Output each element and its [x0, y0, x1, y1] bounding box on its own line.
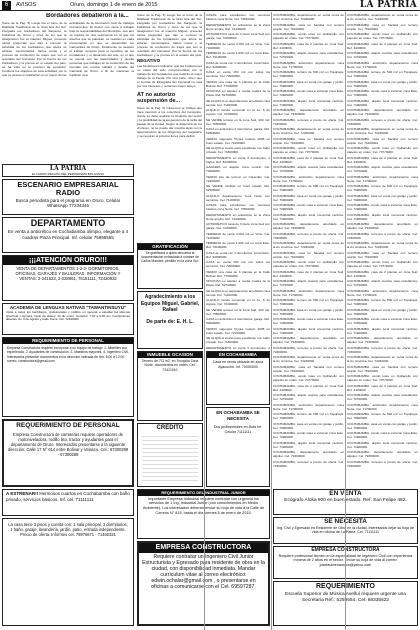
classified-entry: SE ALQUILA un departamento amoblado zona central. Cel. 71400000. [206, 98, 270, 107]
classified-entry: COCHABAMBA, casa en Sacaba con terreno amplio. Cel. 79100000. [347, 364, 418, 373]
classified-entry: COCHABAMBA, departamento amoblado en alquiler. Cel. 79300000. [273, 222, 344, 230]
classified-entry: CASA de venta con 3 dormitorios, zona Norte. Ref. 52800000. [206, 60, 270, 69]
classified-entry: COCHABAMBA, alquilo cuartos para estudiantes. Cel. 72700000. [347, 51, 418, 59]
classified-entry: COCHABAMBA, terreno de 500 m2 en Tiquipaya. Cel. 79900000. [273, 184, 344, 192]
classified-entry: COCHABAMBA, alquilo local comercial céntrico. Cel. 71900000. [273, 212, 344, 221]
page-number: 6 [2, 1, 11, 10]
estrenar-body: Hermosos cuartos en Cochabamba con baño privado, servicios básicos. Inf. cel. 71111111 [6, 491, 130, 502]
classified-entry: COCHABAMBA, departamento amoblado en alquiler. Cel. 79300000. [347, 222, 418, 230]
ad-a-estrenar [2, 489, 134, 516]
venta-title: EN VENTA [329, 490, 362, 497]
classified-entry: COCHABAMBA, casa en venta con garaje y jardín. Cel. 76900000. [273, 421, 344, 430]
classified-entry: DEPARTAMENTO en anticrético en la Zona Norte amplio. Ref. 72440000. [206, 22, 270, 31]
classified-entry: COCHABAMBA, vendo casa a estrenar zona Este. Cel. 72900000. [347, 203, 418, 211]
requer3-body: Importante Empresa Industrial requiere contratar con urgencia los servicios de 1 Ing. Industrial Junior (con conocimientos en Medio Ambiente). Los interesados deberán enviar su hoja de vida a la Calle de Correos N° 815, hasta el día viernes 6 de enero de 2015. [142, 496, 265, 515]
section-label: AVISOS [16, 2, 37, 8]
estrenar-title: A ESTRENAR!! [6, 491, 39, 496]
classified-entry: COCHABAMBA, casa de 2 plantas en zona Sud. Ref. 4400000. [347, 41, 418, 50]
classified-entry: COCHABAMBA, casa de 2 plantas en zona Sud. Ref. 4400000. [273, 269, 344, 278]
classified-entry: COCHABAMBA, alquilo local comercial céntrico. Cel. 71900000. [347, 212, 418, 221]
classified-entry: DEPARTAMENTO en venta 3 dormitorios, 2 [206, 345, 270, 349]
classified-entry: COCHABAMBA, vendo casa a estrenar zona Este. Cel. 72900000. [347, 431, 418, 439]
classified-entry: COCHABAMBA, terreno de 500 m2 en Tiquipaya. Cel. 79900000. [347, 412, 418, 420]
classified-entry: COCHABAMBA, departamento en venta cerca de la Av. América. Cel. 72230000. [273, 127, 344, 135]
classified-entry: COCHABAMBA, departamento en venta cerca de la Av. América. Cel. 72230000. [347, 13, 418, 21]
classified-entry: TERRENO de venta 3.000 m2 en Vinto. Cel. 71000000. [206, 41, 270, 50]
classified-entry: ANTICRÉTICO casa de 3 pisos zona Sud con garaje. Cel. 72000000. [206, 32, 270, 40]
classified-entry: COCHABAMBA, casa en venta con garaje y jardín. Cel. 76900000. [347, 193, 418, 202]
inmueble-title: INMUEBLE OCASION [138, 352, 202, 358]
classified-entry: VENDO vagoneta Toyota modelo 2008 en buen estado. Cel. 72100000. [206, 326, 270, 335]
classifieds-col-b [273, 13, 344, 487]
depto-title: DEPARTAMENTO [30, 218, 106, 228]
classified-entry: SE ALQUILA cuarto para estudiante con baño privado. Cel. 71800000. [206, 146, 270, 154]
classified-entry: ALQUILO tienda comercial en la Av. 6 de Agosto. Cel. 72300000. [206, 108, 270, 116]
classified-entry: COCHABAMBA, terreno de 500 m2 en Tiquipaya. Cel. 79900000. [273, 70, 344, 78]
classified-entry: OFICINAS en alquiler a media cuadra de la Plaza. Ref. 52700000. [206, 279, 270, 287]
classified-entry: COCHABAMBA, vendo casa a estrenar zona Este. Cel. 72900000. [273, 89, 344, 97]
classified-entry: VENDO una casa de 3 plantas en la Calle Bolívar. Ref. 77000000. [206, 269, 270, 278]
pasa-title: EN OCHABAMBA SE NECESITA [216, 410, 260, 421]
classified-entry: TERRENO de venta 1.000 m2 en zona Este. Ref. 76100000. [206, 241, 270, 249]
classified-entry: COCHABAMBA, terrenos a precio de oferta. Cel. 70300000. [347, 459, 418, 468]
classified-entry: ALQUILO departamento zona Norte con servicios. Cel. 71100000. [206, 193, 270, 202]
classified-entry: COCHABAMBA, casa en Sacaba con terreno amplio. Cel. 79100000. [273, 136, 344, 145]
requerimiento-body: Escuela Superior de Música Avelluí requiere urgente una Secretaria Ref.: 5259554. Cel. 68335622 [285, 592, 406, 603]
classified-entry: COCHABAMBA, terrenos a precio de oferta. Cel. 70300000. [347, 231, 418, 240]
article-continuation-text: Viene de la Pag. 5) Luego fue el turno de la Diablada Tradicional de la Gran Era del Sur, integrada por bordadores del Sargento, la Folklórica de Oruro y otros de los que la designación fue al maestro Miguel, presentó varias preguntas que dan a conocer la actividad de los bordadores que ahora se aclaran, mencionados. Varios cosas y el proceso de confección de trajes que son el resultado del Carnaval. Por la fuerza de los bordadores y la prensa en el estado del país, [137, 13, 202, 57]
classified-entry: VENDO vagoneta Toyota modelo 2008 en buen estado. Cel. 72100000. [206, 136, 270, 145]
classified-entry: COCHABAMBA, terreno de 500 m2 en Tiquipaya. Cel. 79900000. [347, 70, 418, 78]
classified-entry: COCHABAMBA, terreno de 500 m2 en Tiquipaya. Cel. 79900000. [273, 412, 344, 420]
classified-entry: TERRENO de venta 1.000 m2 en zona Este. Ref. 76100000. [206, 51, 270, 59]
classified-entry: COCHABAMBA, alquilo local comercial céntrico. Cel. 71900000. [347, 326, 418, 335]
classified-entry: CASAS para estudiantes con servicios básicos zona Norte. Cel. 73810000. [206, 13, 270, 21]
classified-entry: COCHABAMBA, vendo lotes en Quillacollo con papeles en orden. Cel. 70770000. [347, 146, 418, 154]
classified-entry: COCHABAMBA, vendo lotes en Quillacollo con papeles en orden. Cel. 70770000. [273, 260, 344, 268]
classified-entry: COCHABAMBA, vendo casa a estrenar zona Este. Cel. 72900000. [347, 317, 418, 325]
classified-entry: COCHABAMBA, vendo casa a estrenar zona Este. Cel. 72900000. [273, 317, 344, 325]
escenario-title: ESCENARIO EMPRESARIAL RADIO [17, 180, 119, 197]
classified-entry: COCHABAMBA, departamento en venta cerca de la Av. América. Cel. 72230000. [273, 13, 344, 21]
classified-entry: ALQUILO tienda comercial en la Av. 6 de Agosto. Cel. 72300000. [206, 298, 270, 306]
ad-requerimiento-operadores [2, 419, 134, 487]
classified-entry: COCHABAMBA, terrenos a precio de oferta. Cel. 70300000. [273, 345, 344, 354]
classified-entry: COCHABAMBA, terrenos a precio de oferta. Cel. 70300000. [273, 117, 344, 126]
venta-body: Ecógrafo Aloka 900 en buen estado. Ref. San Felipe 482. [284, 498, 407, 503]
classified-entry: COCHABAMBA, anticrético departamento zona Norte. Cel. 71700000. [347, 174, 418, 183]
classified-entry: ANTICRÉTICO casa de 3 pisos zona Sud con garaje. Cel. 72000000. [206, 222, 270, 230]
classified-entry: COCHABAMBA, anticrético departamento zona Norte. Cel. 71700000. [273, 60, 344, 69]
classified-entry: COCHABAMBA, anticrético departamento zona Norte. Cel. 71700000. [273, 174, 344, 183]
article-body: Viene de la Pag. 5) Luego fue el turno de la Diablada Tradicional de la Gran Era del Sur, integrada por bordadores del Sargento, la Folklórica de Oruro y otros de los que la designación fue al maestro Miguel, presentó varias preguntas que dan a conocer la actividad de los bordadores que ahora se aclaran, mencionados. Varios cosas y el proceso de confección de trajes que son el resultado del Carnaval. Por la fuerza de los bordadores y la prensa en el estado del país, se ha visto en la posición de vendedor. Contiene los objetivos de esta actividad, por lo que se desea su realización en el marco de las actividades de la Asociación Civil de trabajos permanentes. El doctor nos viene a trabajar bajo la responsabilidad del Municipio, que aún se implica en una vestimenta en la que los diseños que se plantean, se realizan en cada presentación en que se desarrollan los Carnavales de Oruro. Finalmente se destacó el trabajo conjunto para el beneficio de los bordadores y el desarrollo del arte, en el que se cuenta con las fraternidades y demás personas que trabajan en la confección de las prendas con mucha calidad y detalle del Carnaval de Oruro, a fin de mantener la tradición viva. [2, 21, 134, 77]
ad-departamento [2, 217, 134, 253]
classified-entry: COCHABAMBA, terrenos a precio de oferta. Cel. 70300000. [347, 117, 418, 126]
academia-title: ACADEMIA DE LENGUAS NATIVAS "TAWANTINSUYU" [9, 305, 127, 310]
classified-entry: COCHABAMBA, anticrético departamento zona Norte. Cel. 71700000. [347, 402, 418, 411]
senecesita-title: SE NECESITA [324, 518, 367, 525]
ad-escenario-radio [2, 179, 134, 215]
escenario-body: Busca periodista para el programa en Oruro. Celular WhatsApp 77234345 [15, 198, 121, 208]
depto-body: En venta a anticrético en Cochabamba olimpio, elegante a 4 cuadras Plaza Principal. Inf. celular 75995555 [7, 229, 129, 240]
requer2-body: Empresa Constructora de carreteras requiere operadores de motoniveladora, rodillo liso, tractor y ayudantes para el departamento de Oruro. Interesados presentarse a la siguiente dirección: Calle 17 N° 614 entre Bolívar y Velasco. Cel.: 67300299 - 67300288 [7, 431, 129, 457]
classified-entry: DEPARTAMENTO en anticrético en la Zona Norte amplio. Ref. 72440000. [206, 212, 270, 221]
issue-date: Oruro, domingo 1 de enero de 2015 [70, 2, 158, 8]
classified-entry: SE ALQUILA cuarto para estudiante con baño privado. Cel. 71800000. [206, 336, 270, 344]
gratif-body: Se gratificará a quien devuelva la documentación extraviada a nombre de Carlos Mamani, perdido en la zona Sur. [141, 251, 199, 264]
requer-title: REQUERIMIENTO DE PERSONAL [3, 338, 133, 344]
classified-entry: COCHABAMBA, terreno de 500 m2 en Tiquipaya. Cel. 79900000. [347, 184, 418, 192]
classified-entry: COCHABAMBA, alquilo local comercial céntrico. Cel. 71900000. [347, 98, 418, 107]
classified-entry: COCHABAMBA, casa en Sacaba con terreno amplio. Cel. 79100000. [273, 364, 344, 373]
atencion-body: VENTA DE DEPARTAMENTOS 1-2-3- DORMITORIOS. OFICINAS, GARAJES Y BAULERAS. INFORMACIÓN Y VENTAS: 2-241523, 2-228961, 76151111, 72420932 [15, 266, 121, 282]
classified-entry: CASA de venta con 3 dormitorios, zona Norte. Ref. 52800000. [206, 250, 270, 259]
classified-entry: COCHABAMBA, casa en venta con garaje y jardín. Cel. 76900000. [273, 79, 344, 88]
ad-requerimiento-personal [2, 337, 134, 417]
ad-agradecimiento [137, 291, 203, 349]
classified-entry: COCHABAMBA, casa de 2 plantas en zona Sud. Ref. 4400000. [273, 41, 344, 50]
ad-inmueble-ocasion [137, 351, 203, 421]
classified-entry: COCHABAMBA, alquilo cuartos para estudiantes. Cel. 72700000. [347, 393, 418, 401]
credito-title: CRÉDITO [156, 425, 184, 431]
subhead-suspension: AT no autorizo suspensión de... [137, 92, 181, 104]
ad-credito [137, 423, 203, 487]
article-continuation [137, 13, 202, 163]
classified-entry: COCHABAMBA, casa de 2 plantas en zona Sud. Ref. 4400000. [347, 269, 418, 278]
classified-entry: COCHABAMBA, vendo casa a estrenar zona Este. Cel. 72900000. [273, 431, 344, 439]
classified-entry: COCHABAMBA, anticrético departamento zona Norte. Cel. 71700000. [273, 288, 344, 297]
subhead-negativo: NEGATIVO [137, 58, 161, 63]
requer3-title: REQUERIMIENTO DEL INDUSTRIAL JUNIOR [138, 490, 269, 496]
classified-entry: COCHABAMBA, terrenos a precio de oferta. Cel. 70300000. [347, 345, 418, 354]
classified-entry: COCHABAMBA, vendo lotes en Quillacollo con papeles en orden. Cel. 70770000. [347, 32, 418, 40]
classified-entry: COCHABAMBA, casa en venta con garaje y jardín. Cel. 76900000. [347, 421, 418, 430]
empresa-title: EMPRESA CONSTRUCTORA [139, 543, 268, 553]
classified-entry: COCHABAMBA, departamento en venta cerca de la Av. América. Cel. 72230000. [273, 241, 344, 249]
classified-entry: COCHABAMBA, terrenos a precio de oferta. Cel. 70300000. [273, 231, 344, 240]
classified-entry: VENDO lote de terreno en Caracollo. Cel. 72200000. [206, 174, 270, 183]
classified-entry: COCHABAMBA, casa de 2 plantas en zona Sud. Ref. 4400000. [273, 383, 344, 392]
subhead-negativo-text: Las fundaciones indicaron que las instituciones no están del todo comprometidas con el trabajo de los bordadores que realizan el mejor trabajo de la Fiesta. Por otra parte, dicen que el Comité de Etnografía del Carnaval no vela por sus intereses y reclaman mayor apoyo. [137, 64, 202, 88]
classified-entry: COCHABAMBA, casa en Sacaba con terreno amplio. Cel. 79100000. [347, 22, 418, 31]
classified-entry: COCHABAMBA, departamento amoblado en alquiler. Cel. 79300000. [347, 108, 418, 116]
classified-entry: VENDO una casa de 3 plantas en la Calle Bolívar. Ref. 77000000. [206, 79, 270, 88]
vendo-title: EN COCHABAMBA [207, 352, 269, 358]
classified-entry: COCHABAMBA, vendo lotes en Quillacollo con papeles en orden. Cel. 70770000. [273, 32, 344, 40]
classified-entry: COCHABAMBA, departamento en venta cerca de la Av. América. Cel. 72230000. [347, 241, 418, 249]
casa-body: La casa tiene 3 pisos y cuenta con: 1 sala principal, 3 dormitorios, 1 baño, garaje, lavandería, jardín, patio, entrada independiente. Precio de oferta. Informes cel. 79976671 - 71460321 [8, 522, 128, 538]
classifieds-col-c [347, 13, 418, 487]
atencion-title: ¡¡¡ATENCIÓN ORURO!!! [3, 256, 133, 265]
classified-entry: COCHABAMBA, casa en Sacaba con terreno amplio. Cel. 79100000. [347, 136, 418, 145]
classified-entry: CASA en venta 150 m2 con todos los servicios. Cel. 72000000. [206, 70, 270, 78]
pasa-body: Dos profesionales en Ruta Inf. Celular 71111111 [213, 425, 263, 434]
inmueble-body: Terreno de 711 m2, en Tocopilla Zona Norte, documentos en orden. Cel. 72421010 [141, 359, 199, 372]
classified-entry: COCHABAMBA, departamento en venta cerca de la Av. América. Cel. 72230000. [347, 355, 418, 363]
classified-entry: GARAJES en alquiler zona central. Cel. 73200000. [206, 165, 270, 173]
classified-entry: OFICINAS en alquiler a media cuadra de la Plaza. Ref. 52700000. [206, 89, 270, 97]
classified-entry: COCHABAMBA, departamento amoblado en alquiler. Cel. 79300000. [347, 450, 418, 458]
classified-entry: COCHABAMBA, departamento amoblado en alquiler. Cel. 79300000. [273, 450, 344, 458]
classified-entry: COCHABAMBA, departamento en venta cerca de la Av. América. Cel. 72230000. [347, 127, 418, 135]
banner-tagline: EL DIARIO DECANO DEL PERIODISMO BOLIVIANO [32, 172, 104, 176]
classified-entry: COCHABAMBA, vendo casa a estrenar zona Este. Cel. 72900000. [273, 203, 344, 211]
classified-entry: COCHABAMBA, casa de 2 plantas en zona Sud. Ref. 4400000. [347, 383, 418, 392]
classified-entry: COCHABAMBA, casa en venta con garaje y jardín. Cel. 76900000. [273, 307, 344, 316]
classified-entry: SE ALQUILA un departamento amoblado zona central. Cel. 71400000. [206, 288, 270, 297]
classified-entry: COCHABAMBA, casa en Sacaba con terreno amplio. Cel. 79100000. [273, 22, 344, 31]
classified-entry: COCHABAMBA, terreno de 500 m2 en Tiquipaya. Cel. 79900000. [273, 298, 344, 306]
classified-entry: COCHABAMBA, departamento amoblado en alquiler. Cel. 79300000. [273, 336, 344, 344]
article-block [2, 13, 134, 163]
classified-entry: COCHABAMBA, alquilo cuartos para estudiantes. Cel. 72700000. [273, 279, 344, 287]
classified-entry: CASA en anticrético 2 dormitorios, garaje. Ref. 52600000. [206, 127, 270, 135]
ad-atencion-oruro [2, 255, 134, 301]
classified-entry: COCHABAMBA, casa en venta con garaje y jardín. Cel. 76900000. [273, 193, 344, 202]
ad-academia-lenguas [2, 303, 134, 335]
classified-entry: CASAS para estudiantes con servicios básicos zona Norte. Cel. 73810000. [206, 203, 270, 211]
classified-entry: DEPARTAMENTO en venta 3 dormitorios, 2 baños. Ref. 52400000. [206, 155, 270, 164]
classified-entry: COCHABAMBA, vendo casa a estrenar zona Este. Cel. 72900000. [347, 89, 418, 97]
classified-entry: COCHABAMBA, alquilo local comercial céntrico. Cel. 71900000. [273, 326, 344, 335]
classified-entry: COCHABAMBA, terreno de 500 m2 en Tiquipaya. Cel. 79900000. [347, 298, 418, 306]
classified-entry: COCHABAMBA, alquilo cuartos para estudiantes. Cel. 72700000. [273, 165, 344, 173]
classified-entry: COCHABAMBA, vendo lotes en Quillacollo con papeles en orden. Cel. 70770000. [347, 374, 418, 382]
newspaper-logo: LA PATRIA [359, 0, 417, 10]
article-headline: Bordadores debatieron a la... [46, 13, 129, 19]
agradec-title: Agradecimiento a los Equipos Miguel, Gabriel, Rafael [140, 294, 200, 313]
classified-entry: COCHABAMBA, vendo lotes en Quillacollo con papeles en orden. Cel. 70770000. [347, 260, 418, 268]
classified-entry: COCHABAMBA, alquilo cuartos para estudiantes. Cel. 72700000. [273, 393, 344, 401]
column-divider [204, 12, 205, 630]
ad-gratificacion [137, 243, 203, 289]
classified-entry: CASA en anticrético 2 dormitorios, garaje. Ref. 52600000. [206, 317, 270, 325]
empresa2-title: EMPRESA CONSTRUCTORA [311, 547, 380, 553]
classified-entry: COCHABAMBA, departamento amoblado en alquiler. Cel. 79300000. [273, 108, 344, 116]
agradec-sub: De parte de: E. H. L. [146, 318, 194, 325]
classified-entry: COCHABAMBA, anticrético departamento zona Norte. Cel. 71700000. [273, 402, 344, 411]
requer2-title: REQUERIMIENTO DE PERSONAL [16, 422, 120, 429]
academia-body: Invita a todos los bachilleres, profesionales y público en general a estudiar los idiomas Quechua y Aymara. Inicio de clases: 10 de enero. Horarios: 7:30 a 9:30 am. Inscripciones abiertas. Av. 6 de Agosto y Calle Sucre. Cel: 72440000 [6, 310, 130, 322]
ad-casa-venta [2, 518, 134, 626]
column-divider [345, 12, 346, 630]
classified-entry: COCHABAMBA, alquilo cuartos para estudiantes. Cel. 72700000. [273, 51, 344, 59]
credito-text-block [142, 435, 198, 481]
empresa-body: Requiere contratar un Ingeniero Civil Junior Estructurista y Egresado para residente de obra en la ciudad, con disponibilidad inmediata. Mandar currículum vitae al correo electrónico: edwin.ochalar@gmail.com , o presentarse en oficinas a comunicarse con el Cel. 69597287. [142, 554, 265, 591]
classified-entry: COCHABAMBA, departamento en venta cerca de la Av. América. Cel. 72230000. [273, 355, 344, 363]
subhead-suspension-text: Viene de la Pag. 5) Citaremos el Código que hace mención a los colectivos del transporte, donde se debe analizar la situación del sector y la posibilidad de la suspensión de la tarifa del pasaje de la ciudad. Según la dirigencia de los choferes, no se puede dar marcha atrás con la determinación de los dirigentes del magisterio y se reunirán el próximo lunes para definir. [137, 106, 202, 138]
classified-entry: COCHABAMBA, casa en Sacaba con terreno amplio. Cel. 79100000. [273, 250, 344, 259]
classified-entry: COCHABAMBA, departamento amoblado en alquiler. Cel. 79300000. [347, 336, 418, 344]
column-divider [271, 12, 272, 630]
classified-entry: SE VENDE terreno en la zona Sud, 400 m2. Cel. 76500000. [206, 307, 270, 316]
classified-entry: COCHABAMBA, casa de 2 plantas en zona Sud. Ref. 4400000. [347, 155, 418, 164]
classified-entry: COCHABAMBA, vendo lotes en Quillacollo con papeles en orden. Cel. 70770000. [273, 374, 344, 382]
classified-entry: COCHABAMBA, alquilo cuartos para estudiantes. Cel. 72700000. [347, 279, 418, 287]
classified-entry: SE VENDE terreno en la zona Sud, 400 m2. Cel. 76500000. [206, 117, 270, 126]
classified-entry: COCHABAMBA, casa en Sacaba con terreno amplio. Cel. 79100000. [347, 250, 418, 259]
gratif-title: GRATIFICACIÓN [138, 244, 202, 250]
senecesita-body: Ing. Civil y Egresado en Residente de Obra en la ciudad. Interesados dejar su hoja de vida en oficina de La Patria. Cel. 71111111 [277, 526, 414, 535]
requerimiento-title: REQUERIMIENTO [316, 583, 375, 590]
classified-entry: COCHABAMBA, alquilo cuartos para estudiantes. Cel. 72700000. [347, 165, 418, 173]
classified-entry: COCHABAMBA, alquilo local comercial céntrico. Cel. 71900000. [347, 440, 418, 449]
page-header [0, 0, 420, 11]
classified-entry: TERRENO de venta 3.000 m2 en Vinto. Cel. 71000000. [206, 231, 270, 240]
classified-entry: COCHABAMBA, terrenos a precio de oferta. Cel. 70300000. [273, 459, 344, 468]
classified-entry: SE VENDE minibús en buen estado. Ref. 52500000. [206, 184, 270, 192]
classified-entry: COCHABAMBA, alquilo local comercial céntrico. Cel. 71900000. [273, 98, 344, 107]
classified-entry: COCHABAMBA, casa en venta con garaje y jardín. Cel. 76900000. [347, 307, 418, 316]
ad-en-cochabamba [206, 351, 270, 405]
la-patria-banner [2, 164, 134, 177]
classified-entry: COCHABAMBA, casa en venta con garaje y jardín. Cel. 76900000. [347, 79, 418, 88]
classified-entry: COCHABAMBA, casa de 2 plantas en zona Sud. Ref. 4400000. [273, 155, 344, 164]
classified-entry: COCHABAMBA, anticrético departamento zona Norte. Cel. 71700000. [347, 60, 418, 69]
banner-logo: LA PATRIA [49, 165, 87, 172]
classified-entry: COCHABAMBA, alquilo local comercial céntrico. Cel. 71900000. [273, 440, 344, 449]
classified-entry: CASA en venta 150 m2 con todos los servicios. Cel. 72000000. [206, 260, 270, 268]
vendo-body: Casa en venta ubicada en zona Ayacucho. Inf. 70000000 [212, 360, 264, 369]
classified-entry: COCHABAMBA, anticrético departamento zona Norte. Cel. 71700000. [347, 288, 418, 297]
classifieds-col-a [206, 13, 270, 349]
requer-body: Empresa Constructora requiere incorporar a su equipo de trabajo: 1. Albañiles con experiencia. 2. Ayudantes de construcción. 3. Maestros mayores. 4. Ingeniero Civil. Interesados presentar documentos en la dirección indicada de Hrs. 8:00 a 12:00. correo: constructora@gmail.com [7, 346, 129, 363]
classified-entry: COCHABAMBA, vendo lotes en Quillacollo con papeles en orden. Cel. 70770000. [273, 146, 344, 154]
empresa2-body: Requiere profesional técnico en la especialidad de Ingeniero Civil con experiencia mínima de 2 años en el sector. Enviar su hoja de vida al correo: josetaubrenaorara@yahoo.com [278, 554, 413, 567]
ad-se-necesita-cochabamba [206, 407, 270, 487]
